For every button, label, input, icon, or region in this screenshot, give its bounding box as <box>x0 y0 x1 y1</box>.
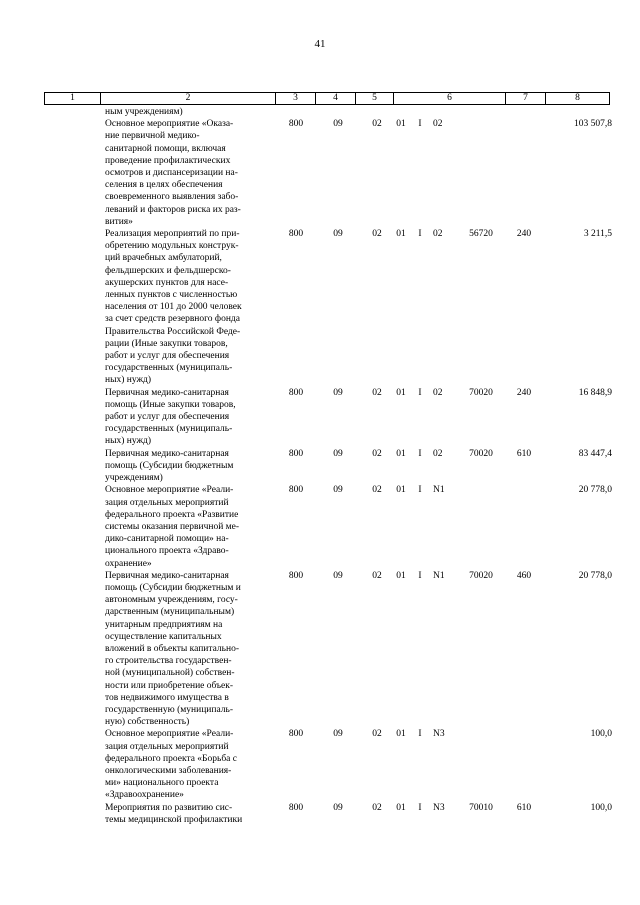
amount: 16 848,9 <box>578 387 612 398</box>
amount: 20 778,0 <box>578 570 612 581</box>
subprogram-code: I <box>418 119 422 130</box>
expense-type-code: 610 <box>516 448 532 459</box>
section-code: 09 <box>333 119 343 130</box>
program-code: 01 <box>396 387 406 398</box>
row-description: Первичная медико-санитарная помощь (Иные закупки товаров, работ и услуг для обеспечения государственных (муниципаль- ных) нужд) <box>105 387 236 447</box>
direction-code: 56720 <box>469 229 493 240</box>
row-description: Первичная медико-санитарная помощь (Субсидии бюджетным учреждениям) <box>105 448 234 484</box>
subsection-code: 02 <box>372 570 382 581</box>
event-code: N1 <box>433 570 445 581</box>
subsection-code: 02 <box>372 729 382 740</box>
subsection-code: 02 <box>372 485 382 496</box>
table-header-row <box>44 92 610 105</box>
section-code: 09 <box>333 570 343 581</box>
table-row <box>44 484 610 569</box>
row-description: Мероприятия по развитию сис- темы медицинской профилактики <box>105 802 243 825</box>
table-row <box>44 448 610 485</box>
header-cell-5: 5 <box>355 93 393 104</box>
subprogram-code: I <box>418 485 422 496</box>
section-code: 09 <box>333 448 343 459</box>
amount: 83 447,4 <box>578 448 612 459</box>
expense-type-code: 240 <box>516 387 532 398</box>
row-description: Основное мероприятие «Реали- зация отдельных мероприятий федерального проекта «Развитие системы оказания первичной ме- дико-санитарной помощи» на- ционального проекта «Здраво- охранение» <box>105 485 240 569</box>
direction-code: 70010 <box>469 802 493 813</box>
row-description: ным учреждениям) <box>105 107 183 117</box>
ministry-code: 800 <box>288 570 304 581</box>
ministry-code: 800 <box>288 802 304 813</box>
direction-code: 70020 <box>469 570 493 581</box>
event-code: 02 <box>433 387 443 398</box>
subsection-code: 02 <box>372 387 382 398</box>
section-code: 09 <box>333 802 343 813</box>
header-cell-8: 8 <box>545 93 609 104</box>
ministry-code: 800 <box>288 119 304 130</box>
ministry-code: 800 <box>288 448 304 459</box>
section-code: 09 <box>333 729 343 740</box>
subprogram-code: I <box>418 802 422 813</box>
event-code: N3 <box>433 802 445 813</box>
header-cell-3: 3 <box>275 93 315 104</box>
event-code: 02 <box>433 448 443 459</box>
header-cell-4: 4 <box>315 93 355 104</box>
table-row <box>44 228 610 387</box>
subprogram-code: I <box>418 448 422 459</box>
amount: 3 211,5 <box>583 229 612 240</box>
amount: 100,0 <box>590 729 612 740</box>
program-code: 01 <box>396 485 406 496</box>
row-description: Основное мероприятие «Реали- зация отдельных мероприятий федерального проекта «Борьба с онкологическими заболевания- ми» национального проекта «Здравоохранение» <box>105 729 237 801</box>
subsection-code: 02 <box>372 119 382 130</box>
header-cell-1: 1 <box>70 93 75 103</box>
expense-type-code: 610 <box>516 802 532 813</box>
section-code: 09 <box>333 387 343 398</box>
event-code: 02 <box>433 119 443 130</box>
row-description: Первичная медико-санитарная помощь (Субсидии бюджетным и автономным учреждениям, госу- дарственным (муниципальным) унитарным предприятиям на осуществление капитальных вложений в объекты капитально- го строительства государствен- ной (муниципальной) собствен- ности или приобретение объек- тов недвижимого имущества в государственную (муниципаль- ную) собственность) <box>105 570 241 728</box>
amount: 103 507,8 <box>574 119 612 130</box>
table-row <box>44 118 610 228</box>
header-cell-7: 7 <box>505 93 545 104</box>
table-row <box>44 570 610 729</box>
program-code: 01 <box>396 802 406 813</box>
row-description: Реализация мероприятий по при- обретению модульных конструк- ций врачебных амбулаторий, фельдшерских и фельдшерско- акушерских пунктов для насе- ленных пунктов с численностью населения от 101 до 2000 человек за счет средств резервного фонда Правительства Российской Феде- рации (Иные закупки товаров, работ и услуг для обеспечения государственных (муниципаль- ных) нужд) <box>105 229 242 386</box>
event-code: 02 <box>433 229 443 240</box>
direction-code: 70020 <box>469 387 493 398</box>
program-code: 01 <box>396 570 406 581</box>
subsection-code: 02 <box>372 448 382 459</box>
header-cell-2: 2 <box>100 93 275 104</box>
subprogram-code: I <box>418 387 422 398</box>
amount: 20 778,0 <box>578 485 612 496</box>
row-description: Основное мероприятие «Оказа- ние первичной медико- санитарной помощи, включая проведение профилактических осмотров и диспансеризации на- селения в целях обеспечения своевременного выявления забо- леваний и факторов риска их раз- вития» <box>105 119 241 227</box>
header-cell-6: 6 <box>393 93 505 104</box>
ministry-code: 800 <box>288 229 304 240</box>
expense-type-code: 240 <box>516 229 532 240</box>
amount: 100,0 <box>590 802 612 813</box>
subsection-code: 02 <box>372 802 382 813</box>
ministry-code: 800 <box>288 485 304 496</box>
page-number: 41 <box>314 38 326 50</box>
table-row <box>44 802 610 826</box>
event-code: N1 <box>433 485 445 496</box>
ministry-code: 800 <box>288 729 304 740</box>
event-code: N3 <box>433 729 445 740</box>
section-code: 09 <box>333 485 343 496</box>
program-code: 01 <box>396 729 406 740</box>
section-code: 09 <box>333 229 343 240</box>
subsection-code: 02 <box>372 229 382 240</box>
table-body <box>44 106 610 826</box>
program-code: 01 <box>396 448 406 459</box>
direction-code: 70020 <box>469 448 493 459</box>
expense-type-code: 460 <box>516 570 532 581</box>
program-code: 01 <box>396 229 406 240</box>
subprogram-code: I <box>418 729 422 740</box>
program-code: 01 <box>396 119 406 130</box>
subprogram-code: I <box>418 570 422 581</box>
table-row <box>44 387 610 448</box>
table-row <box>44 728 610 801</box>
subprogram-code: I <box>418 229 422 240</box>
ministry-code: 800 <box>288 387 304 398</box>
table-row <box>44 106 610 118</box>
